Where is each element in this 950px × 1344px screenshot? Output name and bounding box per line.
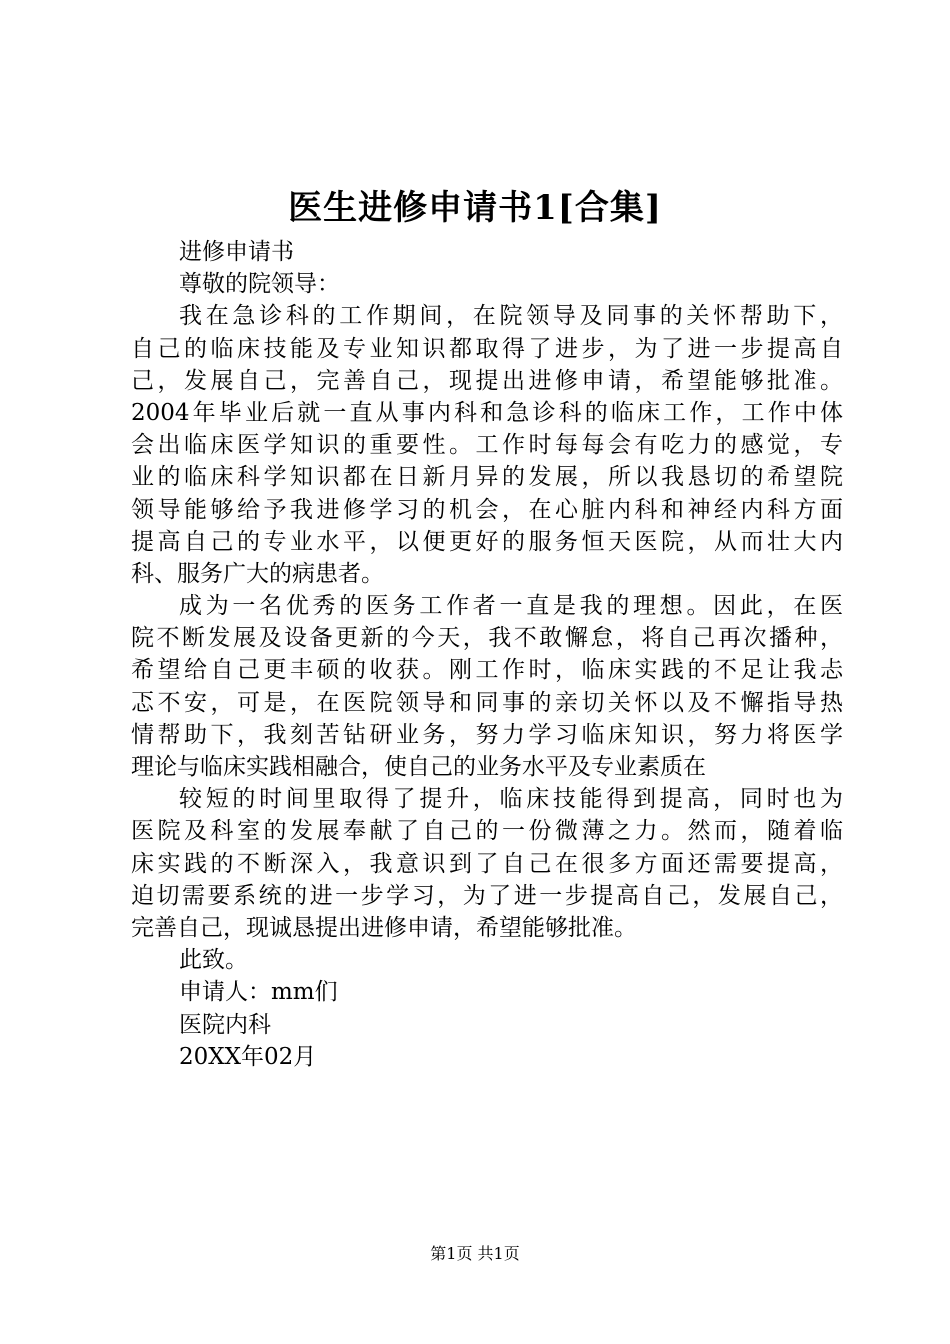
body-line: 进修申请书 bbox=[179, 239, 294, 265]
page-footer: 第1页 共1页 bbox=[430, 1244, 520, 1263]
body-line: 情帮助下，我刻苦钻研业务，努力学习临床知识，努力将医学 bbox=[131, 721, 843, 748]
body-line: 医院及科室的发展奉献了自己的一份微薄之力。然而，随着临 bbox=[131, 818, 843, 845]
body-line: 此致。 bbox=[179, 947, 248, 974]
body-line: 2004年毕业后就一直从事内科和急诊科的临床工作，工作中体 bbox=[131, 399, 843, 426]
body-line: 成为一名优秀的医务工作者一直是我的理想。因此，在医 bbox=[179, 593, 843, 620]
body-line: 院不断发展及设备更新的今天，我不敢懈怠，将自己再次播种， bbox=[131, 625, 843, 652]
body-line: 领导能够给予我进修学习的机会，在心脏内科和神经内科方面 bbox=[131, 496, 843, 523]
body-line: 自己的临床技能及专业知识都取得了进步，为了进一步提高自 bbox=[131, 335, 843, 362]
body-line: 科、服务广大的病患者。 bbox=[131, 560, 384, 587]
document-body bbox=[131, 236, 843, 1073]
body-line: 业的临床科学知识都在日新月异的发展，所以我恳切的希望院 bbox=[131, 464, 843, 491]
body-line: 床实践的不断深入，我意识到了自己在很多方面还需要提高， bbox=[131, 850, 843, 877]
body-line: 理论与临床实践相融合，使自己的业务水平及专业素质在 bbox=[131, 754, 706, 780]
body-line: 己，发展自己，完善自己，现提出进修申请，希望能够批准。 bbox=[131, 367, 843, 394]
body-line: 提高自己的专业水平，以便更好的服务恒天医院，从而壮大内 bbox=[131, 528, 843, 555]
body-line: 我在急诊科的工作期间，在院领导及同事的关怀帮助下， bbox=[179, 303, 843, 330]
body-line: 会出临床医学知识的重要性。工作时每每会有吃力的感觉，专 bbox=[131, 432, 843, 459]
body-line: 20XX年02月 bbox=[179, 1043, 317, 1070]
document-title: 医生进修申请书1[合集] bbox=[288, 188, 662, 228]
body-line: 迫切需要系统的进一步学习，为了进一步提高自己，发展自己， bbox=[131, 882, 843, 909]
body-line: 尊敬的院领导： bbox=[179, 271, 340, 298]
body-line: 较短的时间里取得了提升，临床技能得到提高，同时也为 bbox=[179, 786, 843, 813]
body-line: 完善自己，现诚恳提出进修申请，希望能够批准。 bbox=[131, 914, 637, 941]
body-line: 申请人：mm们 bbox=[179, 979, 338, 1006]
body-line: 忑不安，可是，在医院领导和同事的亲切关怀以及不懈指导热 bbox=[131, 689, 843, 716]
body-line: 希望给自己更丰硕的收获。刚工作时，临床实践的不足让我忐 bbox=[131, 657, 843, 684]
body-line: 医院内科 bbox=[179, 1011, 271, 1038]
